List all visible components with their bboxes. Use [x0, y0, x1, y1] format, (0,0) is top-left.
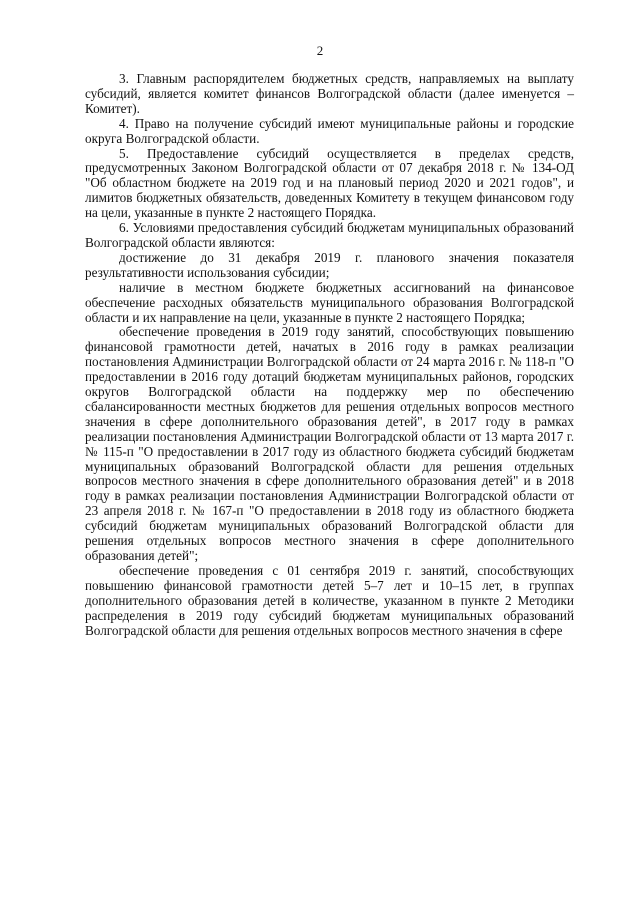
- condition-budget-allocations: наличие в местном бюджете бюджетных ассигнований на финансовое обеспечение расходных обязательств муниципального образования Волгоградской области и их направление на цели, указанные в пункте 2 настоящего Порядка;: [85, 279, 574, 325]
- condition-new-classes: обеспечение проведения с 01 сентября 2019 г. занятий, способствующих повышению финансовой грамотности детей 5–7 лет и 10–15 лет, в группах дополнительного образования детей в количестве, указанном в пункте 2 Методики распределения в 2019 году субсидий бюджетам муниципальных образований Волгоградской области для решения отдельных вопросов местного значения в сфере: [85, 562, 574, 638]
- paragraph-4: 4. Право на получение субсидий имеют муниципальные районы и городские округа Волгоградской области.: [85, 115, 574, 146]
- document-body: [85, 72, 574, 638]
- condition-continued-classes: обеспечение проведения в 2019 году занятий, способствующих повышению финансовой грамотности детей, начатых в 2016 году в рамках реализации постановления Администрации Волгоградской области от 24 марта 2016 г. № 118-п "О предоставлении в 2016 году дотаций бюджетам муниципальных районов, городских округов Волгоградской области на поддержку мер по обеспечению сбалансированности местных бюджетов для решения отдельных вопросов местного значения в сфере дополнительного образования детей", в 2017 году в рамках реализации постановления Администрации Волгоградской области от 13 марта 2017 г. № 115-п "О предоставлении в 2017 году из областного бюджета субсидий бюджетам муниципальных образований Волгоградской области для решения отдельных вопросов местного значения в сфере дополнительного образования детей" и в 2018 году в рамках реализации постановления Администрации Волгоградской области от 23 апреля 2018 г. № 167-п "О предоставлении в 2018 году из областного бюджета субсидий бюджетам муниципальных образований Волгоградской области для решения отдельных вопросов местного значения в сфере дополнительного образования детей";: [85, 324, 574, 563]
- paragraph-6: 6. Условиями предоставления субсидий бюджетам муниципальных образований Волгоградской области являются:: [85, 220, 574, 250]
- paragraph-5: 5. Предоставление субсидий осуществляется в пределах средств, предусмотренных Законом Волгоградской области от 07 декабря 2018 г. № 134-ОД "Об областном бюджете на 2019 год и на плановый период 2020 и 2021 годов", и лимитов бюджетных обязательств, доведенных Комитету в текущем финансовом году на цели, указанные в пункте 2 настоящего Порядка.: [85, 145, 574, 221]
- page-number: 2: [316, 43, 324, 58]
- condition-target-indicator: достижение до 31 декабря 2019 г. планового значения показателя результативности использования субсидии;: [85, 249, 574, 280]
- paragraph-3: 3. Главным распорядителем бюджетных средств, направляемых на выплату субсидий, является комитет финансов Волгоградской области (далее именуется – Комитет).: [85, 71, 574, 116]
